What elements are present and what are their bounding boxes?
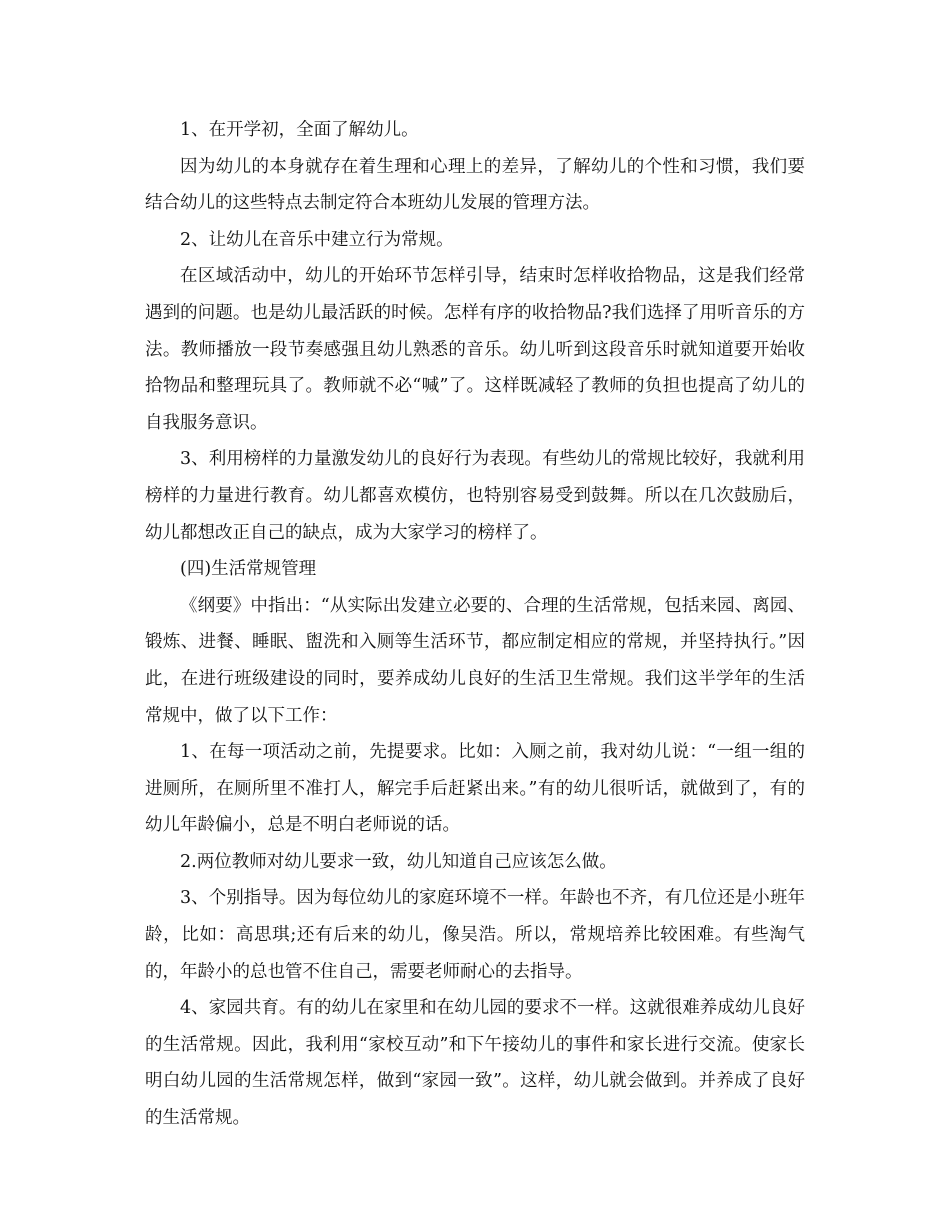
paragraph-heading-2: 2、让幼儿在音乐中建立行为常规。 [180,229,454,250]
paragraph: 在区域活动中，幼儿的开始环节怎样引导，结束时怎样收拾物品，这是我们经常遇到的问题。也是幼儿最活跃的时候。怎样有序的收拾物品?我们选择了用听音乐的方法。教师播放一段节奏感强且幼儿熟悉的音乐。幼儿听到这段音乐时就知道要开始收拾物品和整理玩具了。教师就不必“喊”了。这样既减轻了教师的负担也提高了幼儿的自我服务意识。 [145,266,805,433]
paragraph-heading-1: 1、在开学初，全面了解幼儿。 [180,120,419,140]
paragraph: 3、利用榜样的力量激发幼儿的良好行为表现。有些幼儿的常规比较好，我就利用榜样的力量进行教育。幼儿都喜欢模仿，也特别容易受到鼓舞。所以在几次鼓励后，幼儿都想改正自己的缺点，成为大家学习的榜样了。 [145,449,805,543]
document-body [145,112,805,1137]
paragraph: 《纲要》中指出：“从实际出发建立必要的、合理的生活常规，包括来园、离园、锻炼、进餐、睡眠、盥洗和入厕等生活环节，都应制定相应的常规，并坚持执行。”因此，在进行班级建设的同时，要养成幼儿良好的生活卫生常规。我们这半学年的生活常规中，做了以下工作： [145,595,805,726]
paragraph: 1、在每一项活动之前，先提要求。比如：入厕之前，我对幼儿说：“一组一组的进厕所，在厕所里不准打人，解完手后赶紧出来。”有的幼儿很听话，就做到了，有的幼儿年龄偏小，总是不明白老师说的话。 [145,742,805,836]
paragraph: 4、家园共育。有的幼儿在家里和在幼儿园的要求不一样。这就很难养成幼儿良好的生活常规。因此，我利用“家校互动”和下午接幼儿的事件和家长进行交流。使家长明白幼儿园的生活常规怎样，做到“家园一致”。这样，幼儿就会做到。并养成了良好的生活常规。 [145,998,805,1129]
paragraph: 3、个别指导。因为每位幼儿的家庭环境不一样。年龄也不齐，有几位还是小班年龄，比如：高思琪;还有后来的幼儿，像吴浩。所以，常规培养比较困难。有些淘气的，年龄小的总也管不住自己，需要老师耐心的去指导。 [145,888,805,982]
section-heading: (四)生活常规管理 [180,559,317,580]
paragraph: 2.两位教师对幼儿要求一致，幼儿知道自己应该怎么做。 [180,851,617,872]
paragraph: 因为幼儿的本身就存在着生理和心理上的差异，了解幼儿的个性和习惯，我们要结合幼儿的这些特点去制定符合本班幼儿发展的管理方法。 [145,156,805,214]
